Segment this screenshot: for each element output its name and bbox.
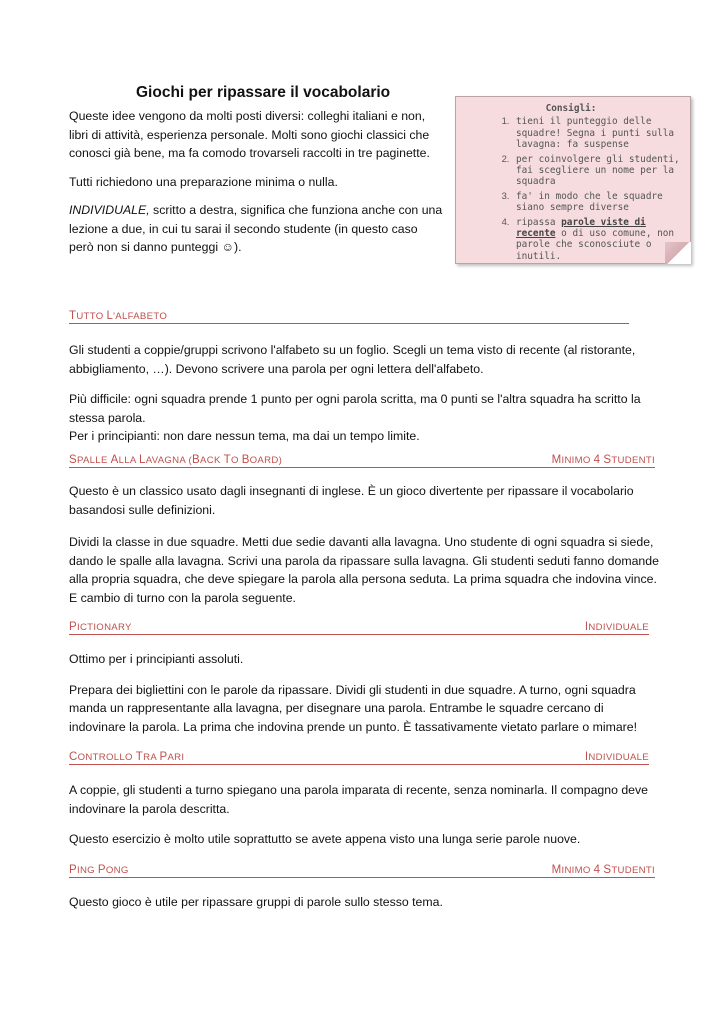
page-title: Giochi per ripassare il vocabolario xyxy=(136,84,391,101)
intro-paragraph-3-rest: scritto a destra, significa che funziona anche con una lezione a due, in cui tu sarai il secondo studente (in questo caso però non si danno punteggi ☺). xyxy=(69,203,443,254)
section-heading-ping-pong xyxy=(69,864,655,878)
section-paragraph: Prepara dei bigliettini con le parole da ripassare. Dividi gli studenti in due squadre. A turno, ogni squadra manda un rappresentante alla lavagna, per disegnare una parola. Entrambe le squadre cercano di indovinare la parola. La prima che indovina prende un punto. È tassativamente vietato parlare o mimare! xyxy=(69,682,638,734)
section-paragraph: Più difficile: ogni squadra prende 1 punto per ogni parola scritta, ma 0 punti se l'altra squadra ha scritto la stessa parola. xyxy=(69,392,641,425)
tip-highlight: parole viste di recente xyxy=(516,216,646,240)
tip-item-4-post: o di uso comune, non parole che sconosciute o inutili. xyxy=(516,228,675,262)
section-paragraph: Per i principianti: non dare nessun tema, ma dai un tempo limite. xyxy=(69,429,420,443)
section-body-tutto-alfabeto xyxy=(69,341,659,446)
section-tag: MINIMO 4 STUDENTI xyxy=(551,454,655,466)
section-tag: INDIVIDUALE xyxy=(584,621,649,633)
section-heading-tutto-alfabeto xyxy=(69,310,629,324)
tip-item: 1. tieni il punteggio delle squadre! Segna i punti sulla lavagna: fa suspense xyxy=(512,115,680,150)
section-paragraph: Ottimo per i principianti assoluti. xyxy=(69,652,244,666)
intro-paragraph-3 xyxy=(69,201,444,257)
section-paragraph: A coppie, gli studenti a turno spiegano una parola imparata di recente, senza nominarla. Il compagno deve indovinare la parola descritta. xyxy=(69,783,649,816)
tips-list xyxy=(462,115,680,262)
section-tag: INDIVIDUALE xyxy=(584,751,649,763)
section-title: PING PONG xyxy=(69,864,129,876)
page-curl-decoration xyxy=(665,242,691,264)
section-tag: MINIMO 4 STUDENTI xyxy=(551,864,655,876)
tip-item: 3. fa' in modo che le squadre siano sempre diverse xyxy=(512,190,680,214)
section-title: PICTIONARY xyxy=(69,621,132,633)
intro-paragraph-1: Queste idee vengono da molti posti diversi: colleghi italiani e non, libri di attività, esperienza personale. Molti sono giochi classici che conosci già bene, ma fa comodo trovarseli raccolti in tre paginette. xyxy=(69,109,430,160)
section-body-spalle-lavagna xyxy=(69,482,659,607)
tip-item-4-pre: ripassa xyxy=(516,216,562,228)
section-paragraph: Questo esercizio è molto utile soprattutto se avete appena visto una lunga serie parole nuove. xyxy=(69,832,581,846)
tips-note-title: Consigli: xyxy=(545,103,597,114)
intro xyxy=(69,107,444,267)
section-paragraph: Questo è un classico usato dagli insegnanti di inglese. È un gioco divertente per ripassare il vocabolario basandosi sulle definizioni. xyxy=(69,484,634,517)
section-title: SPALLE ALLA LAVAGNA (BACK TO BOARD) xyxy=(69,454,283,466)
individuale-term: INDIVIDUALE, xyxy=(69,203,150,217)
section-body-controllo-pari xyxy=(69,781,659,849)
tip-item xyxy=(512,216,680,263)
section-body-pictionary xyxy=(69,650,659,736)
section-heading-pictionary xyxy=(69,621,649,635)
tips-note xyxy=(455,96,691,264)
section-heading-controllo-pari xyxy=(69,751,649,765)
tip-item: 2. per coinvolgere gli studenti, fai scegliere un nome per la squadra xyxy=(512,153,680,188)
section-paragraph: Gli studenti a coppie/gruppi scrivono l'alfabeto su un foglio. Scegli un tema visto di recente (al ristorante, abbigliamento, …). Devono scrivere una parola per ogni lettera dell'alfabeto. xyxy=(69,343,636,376)
section-paragraph: Dividi la classe in due squadre. Metti due sedie davanti alla lavagna. Uno studente di ogni squadra si siede, dando le spalle alla lavagna. Scrivi una parola da ripassare sulla lavagna. Gli studenti seduti fanno domande alla propria squadra, che deve spiegare la parola alla persona seduta. La prima squadra che indovina vince. E cambio di turno con la parola seguente. xyxy=(69,535,659,605)
section-heading-spalle-lavagna xyxy=(69,454,655,468)
section-paragraph: Questo gioco è utile per ripassare gruppi di parole sullo stesso tema. xyxy=(69,895,443,909)
section-title: CONTROLLO TRA PARI xyxy=(69,751,185,763)
section-title: TUTTO L'ALFABETO xyxy=(69,310,168,322)
intro-paragraph-2: Tutti richiedono una preparazione minima o nulla. xyxy=(69,174,338,189)
section-body-ping-pong xyxy=(69,893,659,912)
